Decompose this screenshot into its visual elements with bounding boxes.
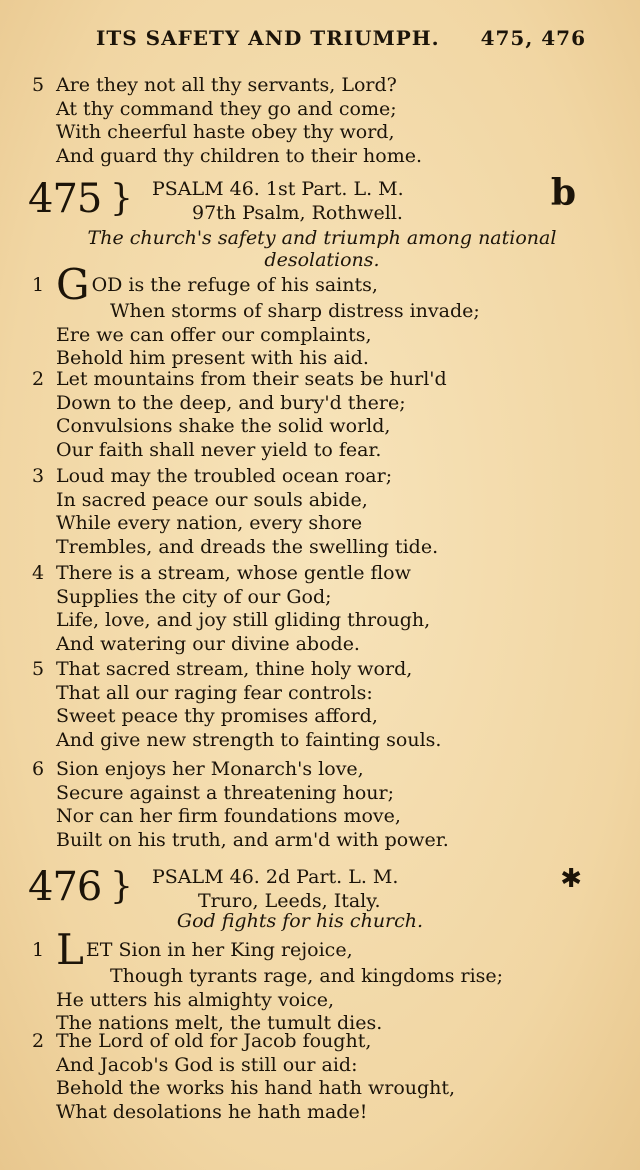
verse-line: Secure against a threatening hour; [56, 781, 394, 804]
verse-line: OD is the refuge of his saints, [91, 274, 378, 296]
verse-line: That all our raging fear controls: [56, 681, 373, 704]
key-mark: b [550, 172, 576, 214]
stanza-number: 6 [32, 758, 45, 780]
tune-names: Truro, Leeds, Italy. [198, 890, 381, 912]
hymn-number: 475 [28, 176, 102, 222]
verse-line: Ere we can offer our complaints, [56, 323, 372, 346]
caption-line: desolations. [264, 249, 380, 271]
verse-line: When storms of sharp distress invade; [110, 300, 480, 322]
verse-line: Let mountains from their seats be hurl'd [56, 368, 447, 390]
stanza-number: 3 [32, 465, 45, 487]
prev-stanza [32, 74, 612, 168]
tune-names: 97th Psalm, Rothwell. [192, 202, 403, 224]
verse-line: The nations melt, the tumult dies. [56, 1012, 383, 1034]
header-page-numbers: 475, 476 [480, 26, 586, 50]
caption-line: God fights for his church. [176, 910, 424, 932]
verse-line: The Lord of old for Jacob fought, [56, 1030, 372, 1052]
stanza-number: 5 [32, 658, 45, 680]
header-title: ITS SAFETY AND TRIUMPH. [96, 26, 440, 50]
verse-line: At thy command they go and come; [56, 97, 397, 120]
hymn-number: 476 [28, 864, 102, 910]
running-header [96, 26, 586, 50]
hymn-476-stanza-2 [32, 1030, 612, 1124]
verse-line: Behold him present with his aid. [56, 347, 369, 369]
verse-line: Are they not all thy servants, Lord? [56, 74, 397, 96]
hymn-475-stanza-5 [32, 658, 612, 752]
verse-line: Convulsions shake the solid world, [56, 415, 391, 437]
psalm-meter: PSALM 46. 1st Part. L. M. [152, 178, 404, 200]
hymn-475-heading [28, 176, 618, 228]
stanza-number: 5 [32, 74, 45, 96]
verse-line: Loud may the troubled ocean roar; [56, 465, 393, 487]
asterisk-mark-icon: ✱ [560, 864, 582, 894]
verse-line: Sion enjoys her Monarch's love, [56, 758, 364, 780]
verse-line: Supplies the city of our God; [56, 585, 332, 608]
hymn-475-caption [32, 227, 612, 271]
stanza-number: 2 [32, 368, 45, 390]
stanza-number: 2 [32, 1030, 45, 1052]
verse-line: Life, love, and joy still gliding through, [56, 609, 431, 631]
verse-line: Sweet peace thy promises afford, [56, 705, 378, 727]
verse-line: That sacred stream, thine holy word, [56, 658, 413, 680]
verse-line: And guard thy children to their home. [56, 144, 423, 167]
verse-line: In sacred peace our souls abide, [56, 488, 368, 511]
verse-line: Nor can her firm foundations move, [56, 805, 401, 827]
hymn-476-heading [28, 864, 618, 916]
hymn-475-stanza-4 [32, 562, 612, 656]
verse-line: While every nation, every shore [56, 512, 363, 534]
verse-line: With cheerful haste obey thy word, [56, 121, 395, 143]
verse-line: He utters his almighty voice, [56, 988, 335, 1011]
hymn-476-stanza-1 [32, 925, 612, 1036]
stanza-number: 1 [32, 274, 45, 296]
verse-line: Behold the works his hand hath wrought, [56, 1077, 456, 1099]
verse-line: And Jacob's God is still our aid: [56, 1053, 358, 1076]
brace-glyph: } [110, 866, 133, 907]
verse-line: Down to the deep, and bury'd there; [56, 391, 406, 414]
drop-cap: G [56, 260, 90, 309]
stanza-number: 1 [32, 939, 45, 961]
psalm-meter: PSALM 46. 2d Part. L. M. [152, 866, 399, 888]
verse-line: Trembles, and dreads the swelling tide. [56, 535, 439, 558]
drop-cap: L [56, 925, 84, 974]
hymn-476-caption [150, 910, 450, 932]
verse-line: And watering our divine abode. [56, 632, 360, 655]
verse-line: ET Sion in her King rejoice, [85, 939, 353, 961]
verse-line: And give new strength to fainting souls. [56, 728, 442, 751]
caption-line: The church's safety and triumph among national [87, 227, 557, 249]
stanza-number: 4 [32, 562, 45, 584]
verse-line: There is a stream, whose gentle flow [56, 562, 411, 584]
verse-line: What desolations he hath made! [56, 1100, 368, 1123]
verse-line: Built on his truth, and arm'd with power. [56, 828, 449, 851]
hymn-475-stanza-3 [32, 465, 612, 559]
verse-line: Our faith shall never yield to fear. [56, 438, 382, 461]
brace-glyph: } [110, 178, 133, 219]
verse-line: Though tyrants rage, and kingdoms rise; [110, 965, 504, 987]
hymn-475-stanza-6 [32, 758, 612, 852]
hymn-475-stanza-2 [32, 368, 612, 462]
